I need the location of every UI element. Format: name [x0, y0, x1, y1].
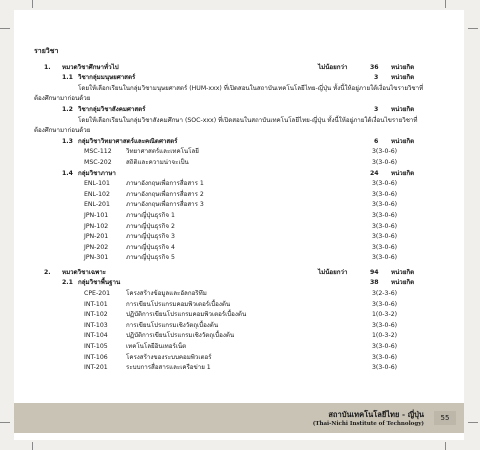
group-credits: 24	[370, 169, 379, 177]
group-header	[34, 278, 434, 289]
crop-mark	[468, 28, 478, 29]
course-code: JPN-101	[84, 211, 109, 219]
group-credits: 3	[374, 74, 379, 82]
course-row	[34, 353, 434, 364]
course-name: ภาษาญี่ปุ่นธุรกิจ 3	[126, 233, 175, 241]
course-name: เทคโนโลยีอินเทอร์เน็ต	[126, 343, 187, 351]
course-credit: 3(2-3-6)	[372, 290, 398, 298]
course-credit: 1(0-3-2)	[372, 311, 398, 319]
institute-name-english: (Thai-Nichi Institute of Technology)	[312, 421, 424, 427]
course-row	[34, 342, 434, 353]
course-name: ภาษาอังกฤษเพื่อการสื่อสาร 3	[126, 201, 204, 209]
course-name: ภาษาญี่ปุ่นธุรกิจ 2	[126, 222, 175, 230]
section-credits: 94	[370, 268, 379, 276]
course-name: สถิติและความน่าจะเป็น	[126, 158, 189, 166]
group-header	[34, 73, 434, 84]
course-code: JPN-102	[84, 222, 109, 230]
institute-name	[313, 409, 424, 427]
crop-mark	[32, 442, 33, 450]
course-name: การเขียนโปรแกรมคอมพิวเตอร์เบื้องต้น	[126, 300, 231, 308]
course-code: INT-201	[84, 364, 108, 372]
credits-unit: หน่วยกิต	[391, 105, 415, 113]
course-credit: 3(3-0-6)	[372, 300, 398, 308]
course-row	[34, 321, 434, 332]
group-description: โดยให้เลือกเรียนในกลุ่มวิชาสังคมศึกษา (SOC-xxx) ที่เปิดสอนในสถาบันเทคโนโลยีไทย-ญี่ปุ่น ทั้งนี้ให้อยู่ภายใต้เงื่อนไขรายวิชาที่	[78, 116, 418, 124]
course-row	[34, 232, 434, 243]
course-code: INT-103	[84, 321, 108, 329]
course-code: MSC-202	[84, 158, 112, 166]
course-credit: 3(3-0-6)	[372, 353, 398, 361]
course-code: INT-105	[84, 343, 108, 351]
group-header	[34, 169, 434, 180]
group-title: วิชากลุ่มมนุษยศาสตร์	[78, 74, 136, 82]
course-code: ENL-101	[84, 180, 110, 188]
page-number: 55	[434, 411, 456, 425]
page-footer	[14, 403, 464, 433]
section-header	[34, 63, 434, 74]
group-credits: 38	[370, 279, 379, 287]
course-row	[34, 300, 434, 311]
course-code: ENL-102	[84, 190, 110, 198]
course-code: INT-101	[84, 300, 108, 308]
credits-unit: หน่วยกิต	[391, 268, 415, 276]
course-name: ภาษาอังกฤษเพื่อการสื่อสาร 1	[126, 180, 204, 188]
course-list	[34, 46, 434, 374]
credits-prefix: ไม่น้อยกว่า	[318, 63, 348, 71]
course-credit: 3(3-0-6)	[372, 180, 398, 188]
group-title: วิชากลุ่มวิชาสังคมศาสตร์	[78, 105, 146, 113]
course-row	[34, 147, 434, 158]
credits-prefix: ไม่น้อยกว่า	[318, 268, 348, 276]
course-row	[34, 158, 434, 169]
credits-unit: หน่วยกิต	[391, 169, 415, 177]
group-code: 1.1	[62, 74, 73, 82]
course-credit: 3(3-0-6)	[372, 148, 398, 156]
course-code: JPN-301	[84, 254, 109, 262]
section-number: 2.	[44, 268, 51, 276]
course-credit: 3(3-0-6)	[372, 364, 398, 372]
course-row	[34, 200, 434, 211]
course-row	[34, 211, 434, 222]
course-credit: 3(3-0-6)	[372, 254, 398, 262]
group-header	[34, 137, 434, 148]
course-name: วิทยาศาสตร์และเทคโนโลยี	[126, 148, 199, 156]
course-credit: 3(3-0-6)	[372, 211, 398, 219]
crop-mark	[0, 422, 10, 423]
course-code: JPN-202	[84, 243, 109, 251]
course-name: ภาษาญี่ปุ่นธุรกิจ 5	[126, 254, 175, 262]
group-code: 1.3	[62, 137, 73, 145]
course-credit: 3(3-0-6)	[372, 343, 398, 351]
course-row	[34, 289, 434, 300]
course-name: โครงสร้างของระบบคอมพิวเตอร์	[126, 353, 212, 361]
course-row	[34, 243, 434, 254]
credits-unit: หน่วยกิต	[391, 279, 415, 287]
course-code: CPE-201	[84, 290, 111, 298]
course-row	[34, 331, 434, 342]
course-credit: 3(3-0-6)	[372, 201, 398, 209]
course-name: โครงสร้างข้อมูลและอัลกอริทึม	[126, 290, 207, 298]
group-description-cont: ต้องศึกษามาก่อนด้วย	[34, 95, 91, 103]
crop-mark	[468, 422, 478, 423]
section-title: หมวดวิชาศึกษาทั่วไป	[62, 63, 119, 71]
course-row	[34, 190, 434, 201]
group-credits: 3	[374, 105, 379, 113]
course-row	[34, 253, 434, 264]
institute-name-thai: สถาบันเทคโนโลยีไทย - ญี่ปุ่น	[328, 410, 424, 419]
page-heading: รายวิชา	[34, 47, 59, 55]
credits-unit: หน่วยกิต	[391, 63, 415, 71]
course-name: ปฏิบัติการเขียนโปรแกรมเชิงวัตถุเบื้องต้น	[126, 332, 235, 340]
course-row	[34, 222, 434, 233]
course-row	[34, 179, 434, 190]
group-code: 1.2	[62, 105, 73, 113]
group-title: กลุ่มวิชาพื้นฐาน	[78, 279, 121, 287]
course-name: การเขียนโปรแกรมเชิงวัตถุเบื้องต้น	[126, 321, 219, 329]
crop-mark	[445, 442, 446, 450]
crop-mark	[0, 28, 10, 29]
crop-mark	[445, 0, 446, 8]
course-code: INT-106	[84, 353, 108, 361]
course-row	[34, 310, 434, 321]
course-credit: 3(3-0-6)	[372, 158, 398, 166]
course-credit: 3(3-0-6)	[372, 321, 398, 329]
course-credit: 1(0-3-2)	[372, 332, 398, 340]
group-credits: 6	[374, 137, 379, 145]
section-credits: 36	[370, 63, 379, 71]
document-page	[14, 10, 464, 440]
group-code: 2.1	[62, 279, 73, 287]
credits-unit: หน่วยกิต	[391, 74, 415, 82]
crop-mark	[32, 0, 33, 8]
course-code: MSC-112	[84, 148, 112, 156]
group-title: กลุ่มวิชาภาษา	[78, 169, 116, 177]
credits-unit: หน่วยกิต	[391, 137, 415, 145]
course-name: ระบบการสื่อสารและเครือข่าย 1	[126, 364, 211, 372]
section-title: หมวดวิชาเฉพาะ	[62, 268, 107, 276]
course-name: ภาษาญี่ปุ่นธุรกิจ 1	[126, 211, 175, 219]
course-code: INT-104	[84, 332, 108, 340]
group-header	[34, 105, 434, 116]
course-credit: 3(3-0-6)	[372, 190, 398, 198]
course-name: ปฏิบัติการเขียนโปรแกรมคอมพิวเตอร์เบื้องต้น	[126, 311, 247, 319]
course-name: ภาษาญี่ปุ่นธุรกิจ 4	[126, 243, 175, 251]
course-row	[34, 363, 434, 374]
group-title: กลุ่มวิชาวิทยาศาสตร์และคณิตศาสตร์	[78, 137, 178, 145]
course-code: JPN-201	[84, 233, 109, 241]
course-name: ภาษาอังกฤษเพื่อการสื่อสาร 2	[126, 190, 204, 198]
group-description-cont: ต้องศึกษามาก่อนด้วย	[34, 127, 91, 135]
course-code: ENL-201	[84, 201, 110, 209]
section-number: 1.	[44, 63, 51, 71]
section-header	[34, 268, 434, 279]
group-description: โดยให้เลือกเรียนในกลุ่มวิชามนุษยศาสตร์ (HUM-xxx) ที่เปิดสอนในสถาบันเทคโนโลยีไทย-ญี่ปุ่น ทั้งนี้ให้อยู่ภายใต้เงื่อนไขรายวิชาที่	[78, 84, 424, 92]
group-code: 1.4	[62, 169, 73, 177]
course-credit: 3(3-0-6)	[372, 233, 398, 241]
course-credit: 3(3-0-6)	[372, 243, 398, 251]
course-code: INT-102	[84, 311, 108, 319]
course-credit: 3(3-0-6)	[372, 222, 398, 230]
